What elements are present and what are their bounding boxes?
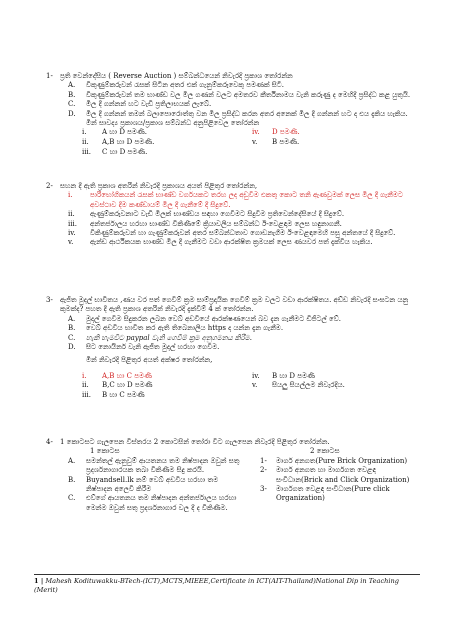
footer-author: Mahesh Kodituwakku-BTech-(ICT),MCTS,MIEEE,Certificate in ICT(AIT-Thailand)National Dip in Teaching (Merit) <box>34 577 399 594</box>
option: A. මුදල් ගෙවීම සිදුකරන ලබන වෙබ් අඩවියේ ආරක්ෂණයෙන් බව දැන ගැනීමට ඩිජිටල් වේ. <box>68 314 342 323</box>
statement-item: i. පාරිභෝගිකයන් රැසක් භාණ්ඩ වර්ගයකට තරහ ලද අඩුවීම එකතු කොට තනි ඇණවුමක් ලෙස මිල දී ගැනීමට අවස්ථාව දීම කණ්ඩායම් මිල දී ගැනීමේ දී සිදුවේ. <box>68 191 403 209</box>
question-2 <box>46 182 420 248</box>
page-number: 1 | <box>34 577 44 585</box>
answer-prompt: මින් සාවද්‍ය ප්‍රකාශය/ප්‍රකාශ සම්බන්ධ අනුපිළිවෙල තෝරන්න <box>86 119 260 128</box>
question-1 <box>46 72 420 157</box>
question-number: 1- <box>46 72 53 80</box>
answer-choice: ii. A,B හා D පමණි. <box>82 138 155 147</box>
question-stem: සහන දී ඇති ප්‍රකාශ අතරින් නිවැරදි ප්‍රකාශය අයත් පිළිතුර තෝරන්න, <box>60 182 258 190</box>
question-3 <box>46 296 420 401</box>
answer-choice: iv. B හා D පමණි <box>252 371 315 380</box>
answer-choice: ii. B,C හා D පමණි <box>82 381 153 390</box>
option: D. සිට නොයිනර් වැනි ඇජිත මුදල් හරහා ගෙවීම. <box>68 343 220 352</box>
answer-choice-correct: iv. D පමණි. <box>252 128 300 137</box>
column-item: 2- මාර්ග අනගත හා මාර්ගගත වෙළඳ සංවිධාන(Brick and Click Organization) <box>260 466 410 484</box>
answer-choice-correct: i. A,B හා C පමණි <box>82 371 152 380</box>
question-number: 3- <box>46 296 53 304</box>
answer-choice: iii. C හා D පමණි. <box>82 147 148 156</box>
answer-list <box>60 372 420 401</box>
statement-item: iv. විකිණුම්කරුවන් හා ගැණුම්කරුවන් අතර සම්බන්ධතාව ගොඩනැගීම ඊ-වෙළඳාමෙහි පසු අන්තයේ දී සිදුවේ. <box>68 229 396 238</box>
column-heading: 2 කොටස <box>310 447 340 456</box>
option: C. මිල දී ගන්නන් හට වැඩි ප්‍රතිලාභයක් ලැබේ. <box>68 100 212 109</box>
footer-divider <box>34 574 420 575</box>
matching-table <box>60 447 420 513</box>
column-heading: 1 කොටස <box>90 447 120 456</box>
question-stem: ප්‍රති වෙන්දේසිය ( Reverse Auction ) සම්බන්ධයෙන් නිවැරදි ප්‍රකාශ තෝරන්න <box>60 72 293 80</box>
answer-choice: i. A හා D පමණි. <box>82 128 148 137</box>
column-item: B. Buyandsell.lk නම් වෙබ් අඩවිය හරහා තම නිෂ්පාදන අලෙවි කිරීම <box>68 475 219 494</box>
statement-item: ii. ඇණුම්කරුවනාට වැඩි මිලක් භාණ්ඩය සඳහා ගෙවීමට සිදුවීම ප්‍රතිවෙන්දේසියේ දී සිදුවේ. <box>68 210 345 219</box>
question-number: 4- <box>46 438 53 446</box>
column-2 <box>240 447 410 513</box>
answer-choice: v. B පමණි. <box>252 138 300 147</box>
option: B. වෙබ් අඩවිය භාවිත කර ඇති තිබෙනාලිය https ද යන්න දැන ගැනීම. <box>68 324 284 333</box>
column-1 <box>60 447 240 513</box>
question-4 <box>46 438 420 513</box>
question-stem: ඇජිත මුදල් භාවිතය ,ණය වර පත් ගෙවීම් ක්‍රම සාම්ප්‍රදායික ගෙවීම් ක්‍රම වලට වඩා ආරක්ෂිතය. අඩ්ඩ නිවැරදි සංඝටන යනු කුමක්ද? පහත දී ඇති ප්‍රකාශ අතරින් නිවැරදි දැක්වීම් 4 ක් තෝරන්න. <box>60 296 409 314</box>
question-stem: 1 කොටසට ගැලපෙන විස්තරය 2 කොටසින් තෝරා වීට ගැලපෙන නිවැරදි පිළිතුර තෝරන්න. <box>60 438 330 446</box>
answer-choice: v. සියලු සියල්ලම නිවැරදිය. <box>252 381 345 390</box>
statement-item: v. ඇන්ඩ ආර්ථිකයක භාණ්ඩ මිල දී ගැනීමට වඩා ආරක්ෂිත ක්‍රමයක් ලෙස ණයවර පත් දැක්විය හැකිය. <box>68 238 373 247</box>
option: B. විකුණුම්කරුවන් තම භාණ්ඩ වල මිල ගණන් වලට අමතරව කීර්තිනාමය වැනි කරුණු ද මෙහිදී ප්‍රසිද්ධ කළ යුතුයි. <box>68 90 411 99</box>
column-item: A. සමන්තල් ඇනුවුම් ආයතනය තම නිෂ්පාදන ඔවුන් සතු ප්‍රදර්ශනාගාරයක තබා විකිණීම සිදු කරයි. <box>68 456 240 475</box>
option: C. හැකි හැමවිට paypal වැනි ගෙවීම් ක්‍රම අනුගමනය කිරීම. <box>68 333 252 342</box>
column-item: 3- මාර්ගගත වෙළඳ සංවිධාන(Pure click Organization) <box>260 485 390 503</box>
answer-prompt: මින් නිවැරදි පිළිතුර අයත් අක්ෂර තෝරන්න, <box>86 356 213 365</box>
answer-choice: iii. B හා C පමණි <box>82 391 145 400</box>
option: A. විකුණුම්කරුවන් රැසක් සිටින අතර එක් ගැනුම්කරුවෙකු පමණක් සිටී. <box>68 81 285 90</box>
column-item: C. එව්ගේ ආයතනය තම නිෂ්පාදන අන්තර්ජාලය හරහා මෙන්ම ඔවුන් සතු ප්‍රදර්ශනාගාර වල දී ද විකිණීම. <box>68 494 237 512</box>
statement-item: iii. අන්තර්ජාලය හරහා භාණ්ඩ විකිණීමේ ක්‍රියාවලිය සම්බන්ධ ඊ-වෙළඳාම ලෙස හඳුනාගනී. <box>68 219 342 228</box>
column-item: 1- මාර්ග අනගත(Pure Brick Organization) <box>260 456 408 465</box>
page-footer <box>34 577 420 595</box>
answer-list <box>60 128 420 157</box>
option: D. මිල දී ගන්නන් තමන් බලාපොරොත්තු වන මිල ප්‍රසිද්ධ කරන අතර අනෙක් මිල දී ගන්නන් හට ද එය දැකිය හැකිය. <box>68 109 408 118</box>
question-number: 2- <box>46 182 53 190</box>
